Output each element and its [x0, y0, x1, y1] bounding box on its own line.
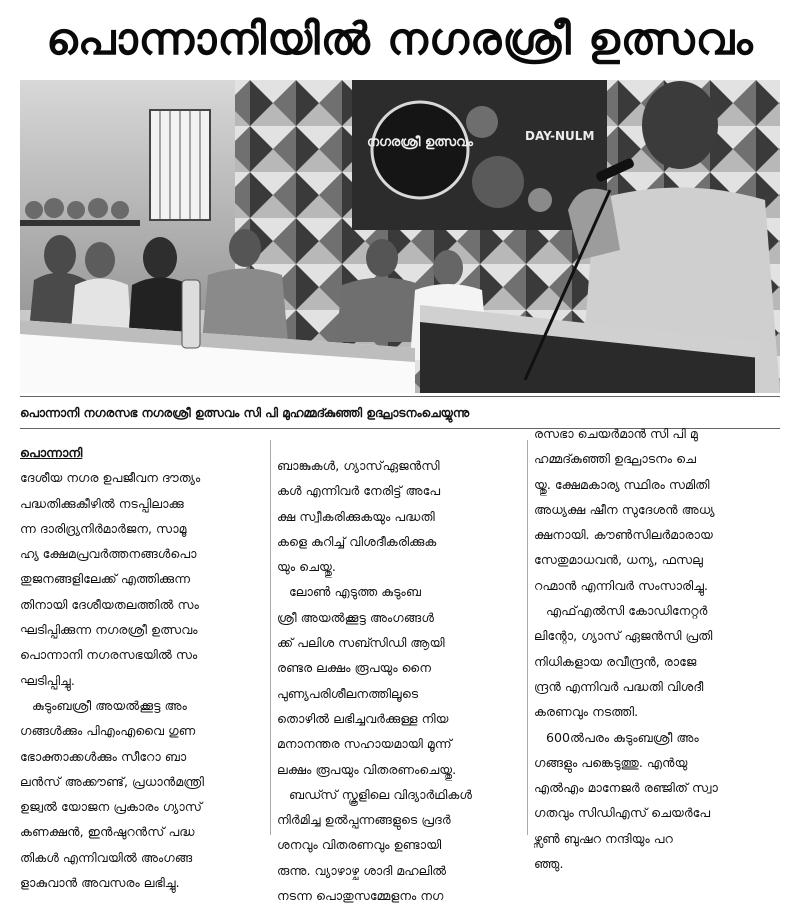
article-line: ളാകുവാൻ അവസരം ലഭിച്ചു. [20, 875, 180, 891]
article-line: ഘടിപ്പിക്കുന്ന നഗരശ്രീ ഉത്സവം [20, 622, 198, 638]
article-line: ന്ദ്രൻ എന്നിവർ പദ്ധതി വിശദീ [534, 678, 704, 694]
article-line: ഗങ്ങളും പങ്കെടുത്തു. എൻയു [534, 754, 688, 770]
news-photo [20, 80, 780, 393]
column-divider [527, 440, 528, 835]
article-line: യും ചെയ്തു. [277, 559, 336, 575]
article-line: ബാങ്കുകൾ, ഗ്യാസ്ഏജൻസി [277, 458, 440, 473]
article-line: യ്തു. ക്ഷേമകാര്യ സ്ഥിരം സമിതി [534, 476, 710, 492]
article-line: കൾ എന്നിവർ നേരിട്ട് അപേ [277, 483, 441, 499]
article-line: തുജനങ്ങളിലേക്ക് എത്തിക്കുന്ന [20, 571, 191, 587]
article-line: ഹമ്മദ്കുഞ്ഞി ഉദ്ഘാടനം ചെ [534, 451, 696, 467]
article-line: ഘടിപ്പിച്ചു. [20, 672, 75, 688]
article-line: എഫ്എൽസി കോഡിനേറ്റർ [546, 603, 708, 619]
article-line: റഹ്മാൻ എന്നിവർ സംസാരിച്ചു. [534, 577, 709, 593]
article-line: തൊഴിൽ ലഭിച്ചവർക്കുള്ള നിയ [277, 710, 449, 726]
article-line: അധ്യക്ഷ ഷീന സുദേശൻ അധ്യ [534, 501, 715, 517]
headline: പൊന്നാനിയിൽ നഗരശ്രീ ഉത്സവം [46, 13, 754, 65]
article-line: ക്ക് പലിശ സബ്സിഡി ആയി [277, 635, 445, 651]
article-line: ന്ന ദാരിദ്ര്യനിർമാർജന, സാമൂ [20, 520, 187, 536]
article-line: ഴ്സൺ ബുഷറ നന്ദിയും പറ [534, 830, 673, 846]
article-line: ഭോക്താക്കൾക്കും സീറോ ബാ [20, 748, 187, 764]
article-line: ക്ഷ സ്വീകരിക്കുകയും പദ്ധതി [277, 508, 435, 524]
article-line: ഗങ്ങൾക്കും പിഎംഎവൈ ഗുണ [20, 723, 196, 739]
article-line: രണ്ടര ലക്ഷം രൂപയും നൈ [277, 660, 432, 676]
article-line: ശനവും വിതരണവും ഉണ്ടായി [277, 837, 442, 853]
article-line: പൊന്നാനി നഗരസഭയിൽ സം [20, 647, 198, 663]
caption-top-rule [20, 396, 780, 397]
article-line: ക്ഷനായി. കൗൺസിലർമാരായ [534, 527, 713, 543]
article-line: നിർമിച്ച ഉൽപ്പന്നങ്ങളുടെ പ്രദർ [277, 812, 451, 828]
article-line: 600ൽപരം കുടുംബശ്രീ അം [546, 729, 699, 745]
article-line: നടന്ന പൊതുസമ്മേളനം നഗ [277, 888, 444, 904]
article-line: പദ്ധതിക്കുകീഴിൽ നടപ്പിലാക്കു [20, 495, 184, 511]
article-line: ലിന്റോ, ഗ്യാസ് ഏജൻസി പ്രതി [534, 628, 713, 644]
article-line: എൽഎം മാനേജർ രഞ്ജിത് സ്വാ [534, 780, 718, 796]
article-line: ബഡ്സ് സ്കൂളിലെ വിദ്യാർഥികൾ [289, 786, 473, 802]
article-dateline: പൊന്നാനി [20, 445, 83, 460]
article-line: രസഭാ ചെയർമാൻ സി പി മു [534, 426, 698, 441]
photo-caption: പൊന്നാനി നഗരസഭ നഗരശ്രീ ഉത്സവം സി പി മുഹമ്മദ്കുഞ്ഞി ഉദ്ഘാടനംചെയ്യുന്നു [20, 405, 470, 420]
article-line: ദേശീയ നഗര ഉപജീവന ദൗത്യം [20, 470, 201, 486]
article-line: കണക്ഷൻ, ഇൻഷുറൻസ് പദ്ധ [20, 824, 195, 840]
article-line: കുടുംബശ്രീ അയൽക്കൂട്ട അം [32, 697, 187, 713]
column-divider [270, 440, 271, 835]
article-line: രുന്നു. വ്യാഴാഴ്ച ശാദി മഹലിൽ [277, 862, 447, 878]
article-line: ലക്ഷം രൂപയും വിതരണംചെയ്തു. [277, 761, 457, 777]
article-column-1 [20, 440, 266, 895]
article-line: ഹ്യ ക്ഷേമപ്രവർത്തനങ്ങൾപൊ [20, 546, 197, 562]
article-line: മനാനന്തര സഹായമായി മൂന്ന് [277, 736, 452, 752]
article-line: നിധികളായ രവീന്ദ്രൻ, രാജേ [534, 653, 697, 669]
article-line: കളെ കുറിച്ച് വിശദീകരിക്കുക [277, 533, 437, 549]
article-line: ഞ്ഞു. [534, 856, 564, 872]
banner-title: നഗരശ്രീ ഉത്സവം [367, 135, 473, 150]
article-line: ശ്രീ അയൽക്കൂട്ട അംഗങ്ങൾ [277, 609, 434, 625]
article-line: തികൾ എന്നിവയിൽ അംഗങ്ങ [20, 849, 193, 865]
article-line: തിനായി ദേശീയതലത്തിൽ സം [20, 596, 199, 612]
article-line: ലൻസ് അക്കൗണ്ട്, പ്രധാൻമന്ത്രി [20, 773, 204, 789]
article-column-3 [534, 421, 780, 876]
article-line: ഗതവും സിഡിഎസ് ചെയർപേ [534, 805, 711, 821]
banner-logo-text: DAY-NULM [525, 129, 595, 143]
article-line: സേതുമാധവൻ, ധന്യ, ഫസലു [534, 552, 703, 568]
article-line: പുണ്യപരിശീലനത്തിലൂടെ [277, 685, 419, 701]
article-column-2 [277, 453, 523, 908]
article-line: ഉജ്വൽ യോജന പ്രകാരം ഗ്യാസ് [20, 799, 203, 815]
article-line: കരണവും നടത്തി. [534, 704, 639, 720]
article-line: ലോൺ എടുത്ത കുടുംബ [289, 584, 421, 600]
